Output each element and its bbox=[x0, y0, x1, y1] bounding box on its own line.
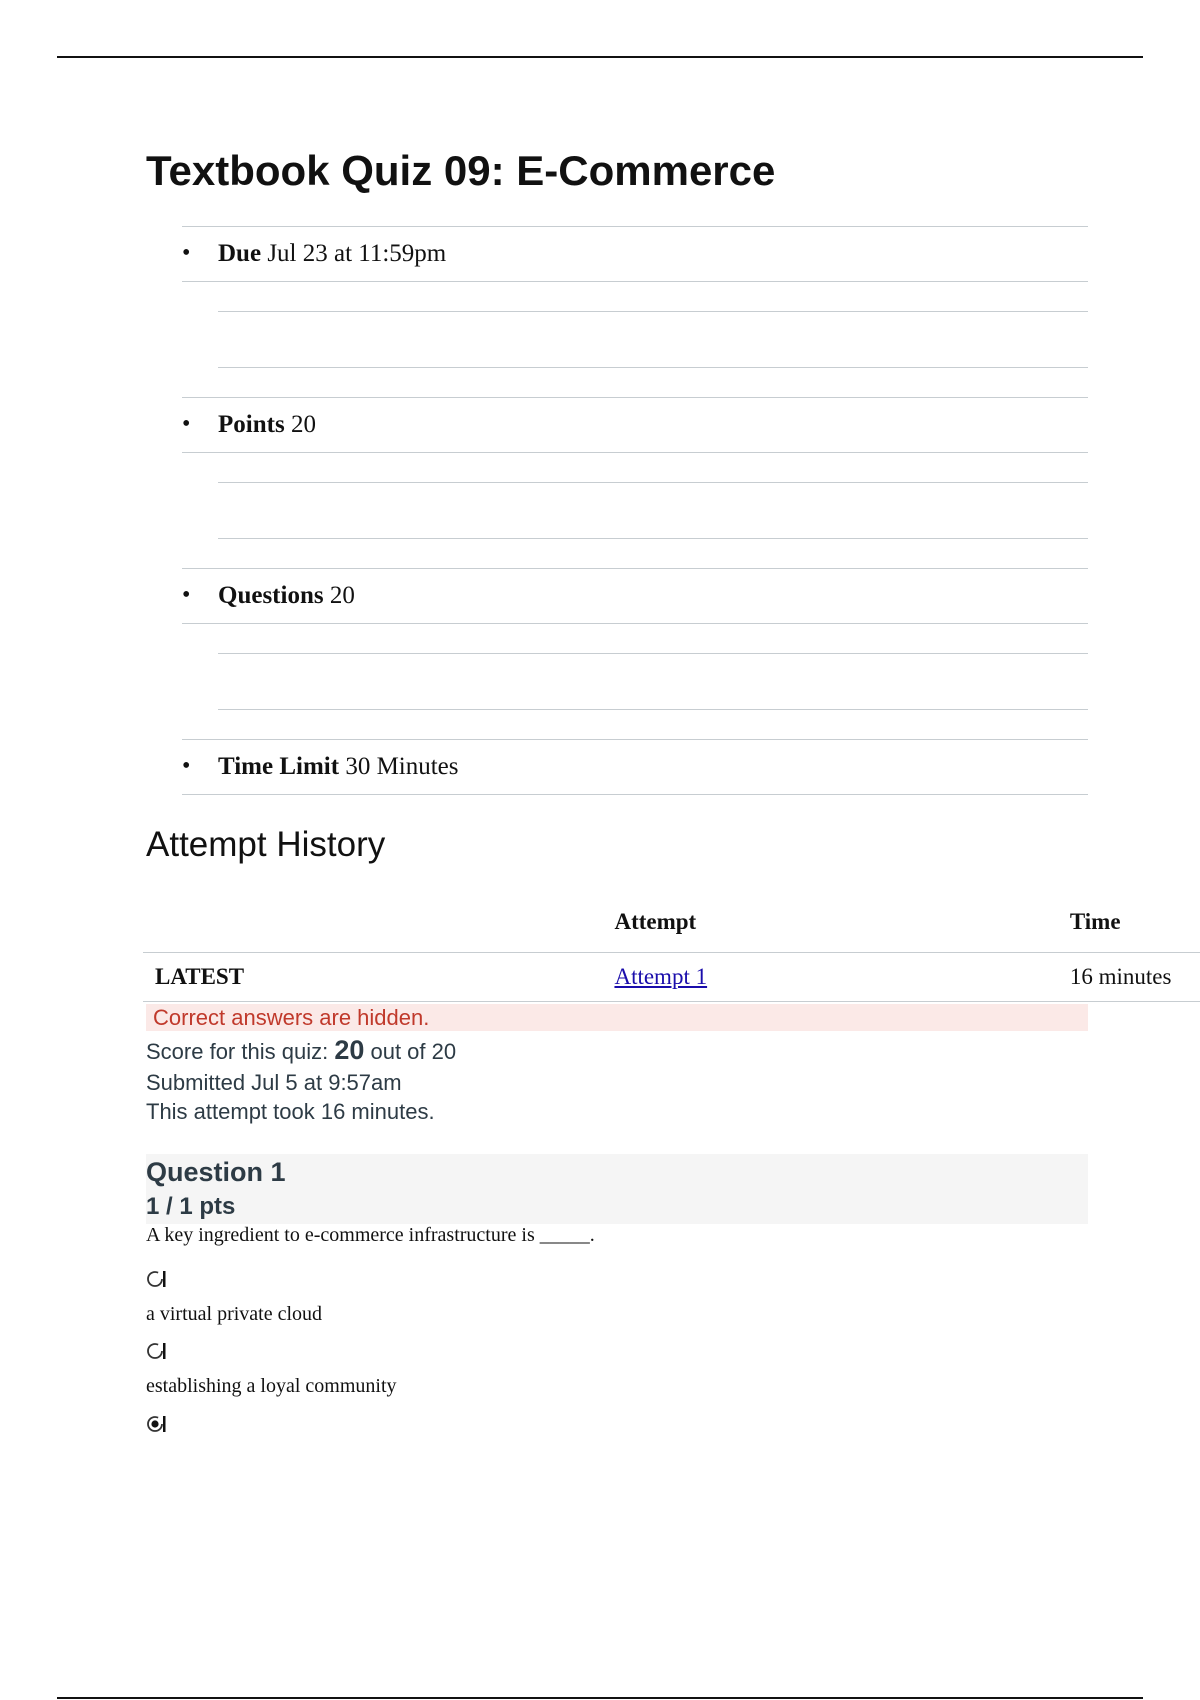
bullet-icon: • bbox=[182, 582, 191, 608]
duration-text: This attempt took 16 minutes. bbox=[146, 1099, 435, 1124]
radio-unselected-icon[interactable] bbox=[146, 1268, 168, 1290]
detail-value: 30 Minutes bbox=[345, 753, 459, 780]
answer-option-label: a virtual private cloud bbox=[146, 1303, 323, 1325]
score-line bbox=[146, 1034, 456, 1068]
detail-time-limit bbox=[182, 739, 1088, 797]
divider bbox=[218, 482, 1088, 483]
bullet-icon: • bbox=[182, 411, 191, 437]
radio-selected-icon[interactable] bbox=[146, 1413, 168, 1435]
radio-unselected-icon[interactable] bbox=[146, 1340, 168, 1362]
detail-text bbox=[218, 239, 446, 269]
detail-value: Jul 23 at 11:59pm bbox=[267, 240, 447, 267]
detail-questions bbox=[182, 568, 1088, 739]
attempt-link[interactable]: Attempt 1 bbox=[614, 964, 708, 989]
divider bbox=[218, 538, 1088, 539]
question-text: A key ingredient to e-commerce infrastructure is _____. bbox=[146, 1224, 595, 1246]
divider bbox=[218, 311, 1088, 312]
detail-text bbox=[218, 581, 355, 611]
detail-text bbox=[218, 410, 316, 440]
table-header-row bbox=[143, 892, 1200, 953]
detail-label: Questions bbox=[218, 582, 324, 609]
score-summary bbox=[146, 1034, 456, 1126]
detail-label: Due bbox=[218, 240, 262, 267]
bullet-icon: • bbox=[182, 753, 191, 779]
column-header-attempt: Attempt bbox=[614, 892, 1069, 953]
attempt-time: 16 minutes bbox=[1070, 953, 1200, 1002]
answer-option-label: establishing a loyal community bbox=[146, 1375, 397, 1397]
detail-points bbox=[182, 397, 1088, 568]
detail-text bbox=[218, 752, 459, 782]
question-points: 1 / 1 pts bbox=[146, 1193, 236, 1220]
page-title: Textbook Quiz 09: E-Commerce bbox=[146, 147, 776, 194]
submitted-text: Submitted Jul 5 at 9:57am bbox=[146, 1070, 402, 1095]
quiz-details-list bbox=[182, 226, 1088, 797]
table-row bbox=[143, 953, 1200, 1002]
detail-label: Time Limit bbox=[218, 753, 340, 780]
answers-hidden-banner: Correct answers are hidden. bbox=[146, 1004, 1088, 1031]
score-value: 20 bbox=[334, 1035, 365, 1065]
bottom-rule bbox=[57, 1697, 1143, 1699]
question-title: Question 1 bbox=[146, 1157, 286, 1187]
question-header bbox=[146, 1154, 1088, 1224]
score-prefix: Score for this quiz: bbox=[146, 1039, 335, 1064]
detail-value: 20 bbox=[290, 411, 316, 438]
divider bbox=[218, 367, 1088, 368]
divider bbox=[218, 653, 1088, 654]
attempt-history-title: Attempt History bbox=[146, 825, 386, 864]
divider bbox=[218, 709, 1088, 710]
attempt-status: LATEST bbox=[143, 953, 614, 1002]
detail-due bbox=[182, 226, 1088, 397]
attempt-history-table bbox=[143, 892, 1200, 1002]
score-suffix: out of 20 bbox=[364, 1039, 457, 1064]
detail-row-border bbox=[182, 397, 1088, 453]
bullet-icon: • bbox=[182, 240, 191, 266]
detail-label: Points bbox=[218, 411, 285, 438]
column-header-time: Time bbox=[1070, 892, 1200, 953]
detail-value: 20 bbox=[329, 582, 355, 609]
top-rule bbox=[57, 56, 1143, 58]
attempt-cell bbox=[614, 953, 1069, 1002]
column-header-status bbox=[143, 892, 614, 953]
